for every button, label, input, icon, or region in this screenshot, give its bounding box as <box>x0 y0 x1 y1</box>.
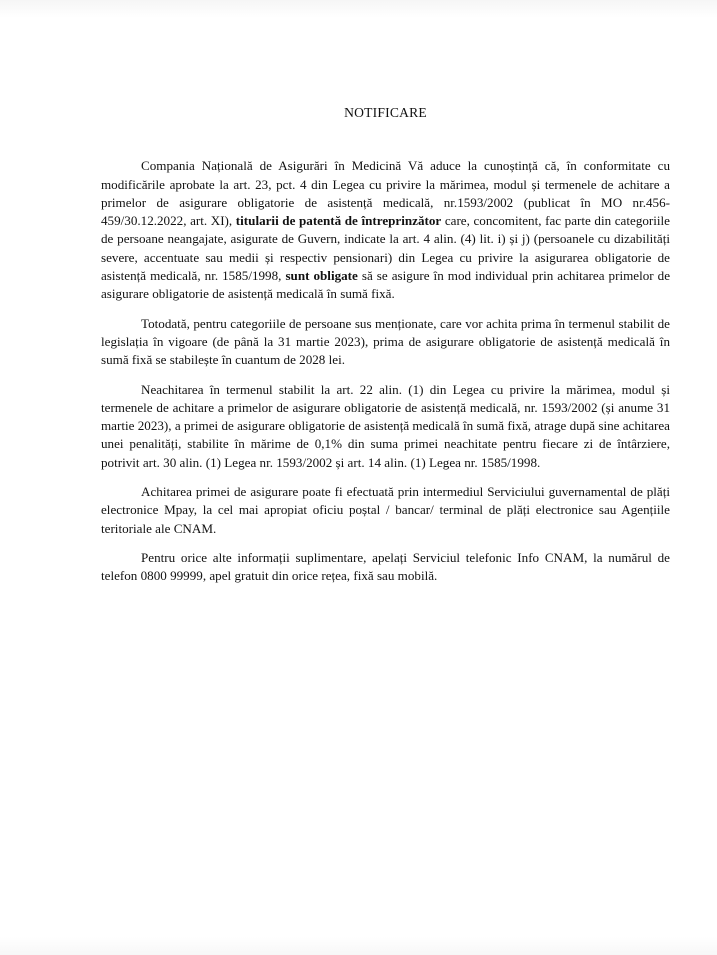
paragraph-3-text: Neachitarea în termenul stabilit la art. 22 alin. (1) din Legea cu privire la mărimea, modul și termenele de achitare a primelor de asigurare obligatorie de asistență medicală, nr. 1593/2002 (și anume 31 martie 2023), a primei de asigurare obligatorie de asistență medicală în sumă fixă, atrage după sine achitarea unei penalități, stabilite în mărime de 0,1% din suma primei neachitate pentru fiecare zi de întârziere, potrivit art. 30 alin. (1) Legea nr. 1593/2002 și art. 14 alin. (1) Legea nr. 1585/1998. <box>101 381 670 470</box>
paragraph-1-bold-holders: titularii de patentă de întreprinzător <box>235 213 442 229</box>
paragraph-1-text: Compania Națională de Asigurări în Medicină Vă aduce la cunoștință că, în conformitate cu modificările aprobate la art. 23, pct. 4 din Legea cu privire la mărimea, modul și termenele de achitare a primelor de asigurare obligatorie de asistență medicală, nr.1593/2002 (publicat în MO nr.456-459/30.12.2022, art. XI), <box>101 158 670 229</box>
document-title: NOTIFICARE <box>344 105 427 120</box>
paragraph-1 <box>101 157 670 303</box>
paragraph-3 <box>101 381 670 472</box>
paragraph-1-bold-obligation: sunt obligate <box>285 268 358 284</box>
paragraph-4 <box>101 483 670 538</box>
document-body <box>101 104 670 597</box>
paragraph-4-text: Achitarea primei de asigurare poate fi efectuată prin intermediul Serviciului guvernamental de plăți electronice Mpay, la cel mai apropiat oficiu poștal / bancar/ terminal de plăți electronice sau Agențiile teritoriale ale CNAM. <box>101 484 670 536</box>
paragraph-5 <box>101 549 670 586</box>
paragraph-1-text-cont: care, concomitent, fac parte din categoriile de persoane neangajate, asigurate de Guvern, indicate la art. 4 alin. (4) lit. i) și j) (persoanele cu dizabilități severe, accentuate sau medii și respectiv pensionari) din Legea cu privire la asigurarea obligatorie de asistență medicală, nr. 1585/1998, <box>101 213 670 284</box>
paragraph-5-text: Pentru orice alte informații suplimentare, apelați Serviciul telefonic Info CNAM, la numărul de telefon 0800 99999, apel gratuit din orice rețea, fixă sau mobilă. <box>101 549 670 584</box>
paragraph-2-text: Totodată, pentru categoriile de persoane sus menționate, care vor achita prima în termenul stabilit de legislația în vigoare (de până la 31 martie 2023), prima de asigurare obligatorie de asistență medicală în sumă fixă se stabilește în cuantum de 2028 lei. <box>101 315 670 368</box>
paragraph-2 <box>101 315 670 370</box>
paragraph-1-text-end: să se asigure în mod individual prin achitarea primelor de asigurare obligatorie de asistență medicală în sumă fixă. <box>101 268 671 302</box>
